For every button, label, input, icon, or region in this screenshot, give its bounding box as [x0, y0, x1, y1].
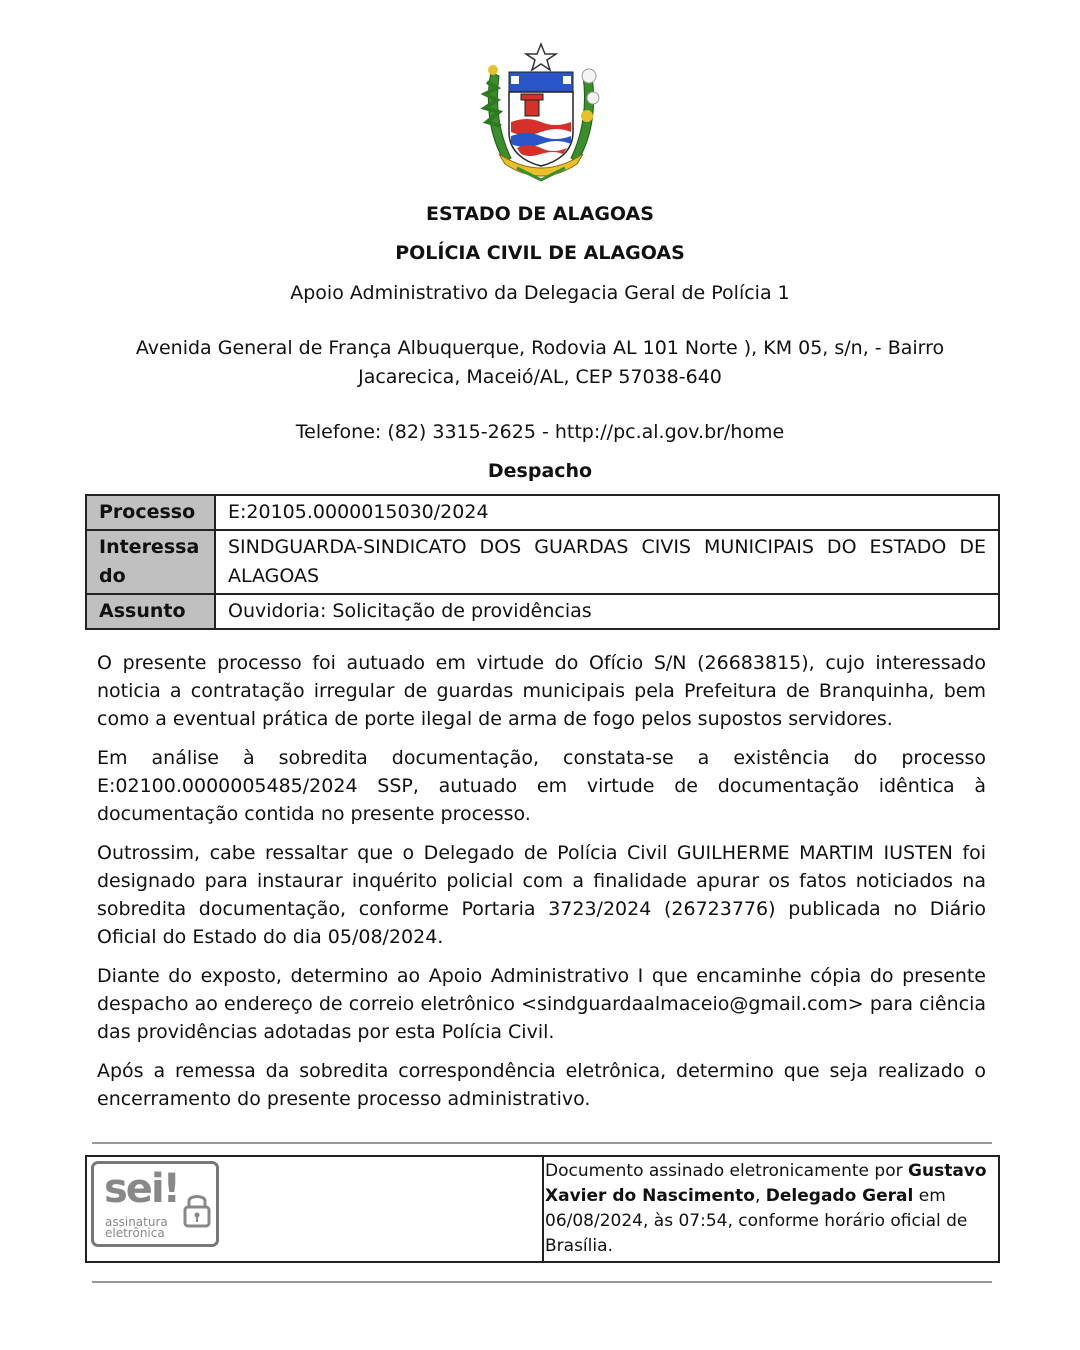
body-paragraph-5: Após a remessa da sobredita correspondência eletrônica, determino que seja realizado o encerramento do presente processo administrativo. — [97, 1060, 986, 1110]
interessado-label-line-1: Interessa — [99, 536, 200, 558]
interessado-label — [86, 530, 215, 594]
table-row — [86, 495, 999, 530]
sei-logo-subtitle-line-1: assinatura — [105, 1215, 168, 1229]
separator-top — [92, 1142, 992, 1144]
lock-icon — [180, 1190, 214, 1230]
signature-text-b: , — [754, 1186, 766, 1206]
department-name: Apoio Administrativo da Delegacia Geral de Polícia 1 — [290, 282, 790, 304]
assunto-label: Assunto — [86, 594, 215, 629]
signature-text-a: Documento assinado eletronicamente por — [545, 1161, 909, 1181]
table-row — [86, 530, 999, 594]
signature-box — [85, 1155, 1000, 1263]
address-line-2: Jacarecica, Maceió/AL, CEP 57038-640 — [358, 366, 722, 388]
body-paragraph-4: Diante do exposto, determino ao Apoio Administrativo I que encaminhe cópia do presente despacho ao endereço de correio eletrônico <sindguardaalmaceio@gmail.com> para ciência das providências adotadas por esta Polícia Civil. — [97, 965, 986, 1043]
signer-name: Gustavo Xavier do Nascimento — [545, 1161, 987, 1206]
sei-logo-word: sei! — [104, 1166, 179, 1212]
body-paragraph-1: O presente processo foi autuado em virtude do Ofício S/N (26683815), cujo interessado noticia a contratação irregular de guardas municipais pela Prefeitura de Branquinha, bem como a eventual prática de porte ilegal de arma de fogo pelos supostos servidores. — [97, 652, 986, 730]
processo-value: E:20105.0000015030/2024 — [215, 495, 999, 530]
body-paragraph-2: Em análise à sobredita documentação, constata-se a existência do processo E:02100.0000005485/2024 SSP, autuado em virtude de documentação idêntica à documentação contida no presente processo. — [97, 747, 986, 825]
address-line-1: Avenida General de França Albuquerque, Rodovia AL 101 Norte ), KM 05, s/n, - Bairro — [135, 337, 945, 359]
interessado-value-line-1: SINDGUARDA-SINDICATO DOS GUARDAS CIVIS MUNICIPAIS DO ESTADO DE — [228, 536, 986, 558]
assunto-value: Ouvidoria: Solicitação de providências — [215, 594, 999, 629]
processo-label: Processo — [86, 495, 215, 530]
signature-text — [545, 1159, 995, 1259]
sei-logo — [91, 1161, 219, 1247]
separator-bottom — [92, 1281, 992, 1283]
document-type-title: Despacho — [487, 460, 593, 482]
signer-role: Delegado Geral — [765, 1186, 914, 1206]
phone-line: Telefone: (82) 3315-2625 - http://pc.al.gov.br/home — [295, 421, 785, 443]
coat-of-arms-emblem — [477, 42, 605, 182]
interessado-value — [215, 530, 999, 594]
signature-divider — [542, 1157, 544, 1261]
state-heading: ESTADO DE ALAGOAS — [426, 203, 654, 225]
agency-heading: POLÍCIA CIVIL DE ALAGOAS — [395, 242, 685, 264]
signature-text-c: em 06/08/2024, às 07:54, conforme horário oficial de Brasília. — [545, 1186, 968, 1256]
interessado-label-line-2: do — [99, 565, 126, 587]
body-paragraph-3: Outrossim, cabe ressaltar que o Delegado de Polícia Civil GUILHERME MARTIM IUSTEN foi designado para instaurar inquérito policial com a finalidade apurar os fatos noticiados na sobredita documentação, conforme Portaria 3723/2024 (26723776) publicada no Diário Oficial do Estado do dia 05/08/2024. — [97, 842, 986, 948]
sei-logo-subtitle — [105, 1217, 168, 1239]
process-metadata-table — [85, 494, 1000, 630]
sei-logo-subtitle-line-2: eletrônica — [105, 1226, 165, 1240]
table-row — [86, 594, 999, 629]
interessado-value-line-2: ALAGOAS — [228, 565, 320, 587]
